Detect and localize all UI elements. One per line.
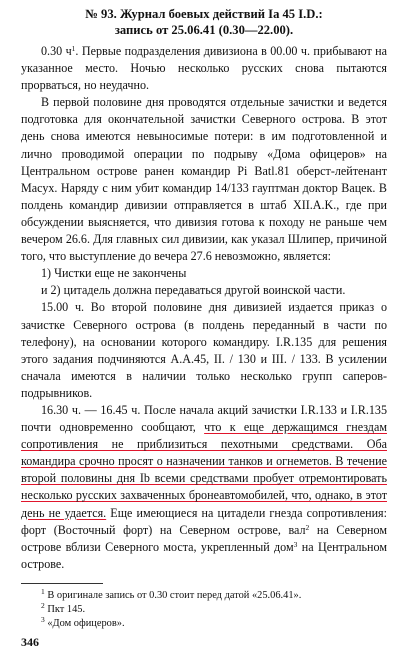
footnote-3 <box>41 614 387 631</box>
footnote-divider <box>21 583 103 584</box>
paragraph-1630 <box>21 402 387 573</box>
page-number: 346 <box>21 635 39 649</box>
paragraph-morning: В первой половине дня проводятся отдельные зачистки и ведется подготовка для окончательной зачистки Северного острова. В этот день снова имеются невыносимые потери: в им подготовленной и лично проводимой операции по подрыву «Дома офицеров» на Центральном острове ранен командир Pi Batl.81 оберст-лейтенант Масух. Наряду с ним убит командир 14/133 гауптман доктор Вацек. В полдень командир дивизии отправляется в штаб XII.A.K., где при обсуждении выясняется, что дивизия готова к походу не раньше чем вечером 26.6. Для главных сил дивизии, как указал Шлипер, причиной того, что выступление до вечера 27.6 невозможно, является: <box>21 95 387 264</box>
text-run: на Центральном острове. <box>21 539 387 571</box>
footnote-number: 3 <box>41 614 45 624</box>
title-line-2: запись от 25.06.41 (0.30—22.00). <box>114 23 294 37</box>
footnote-number: 2 <box>41 600 45 610</box>
footnote-number: 1 <box>41 586 45 596</box>
text-run: . Первые подразделения дивизиона в 00.00 ч. прибывают на указанное место. Ночью несколько русских снова пытаются прорваться, но неудачно. <box>21 44 387 93</box>
text-run: Еще имеющиеся на цитадели гнезда сопротивления: форт (Восточный форт) на Северном острове, вал <box>21 505 387 537</box>
document-title <box>21 6 387 38</box>
footnote-1 <box>41 586 387 603</box>
list-item-1: 1) Чистки еще не закончены <box>41 266 187 281</box>
underlined-passage: что к еще держащимся гнездам сопротивления не приблизиться пехотными средствами. Оба командира срочно просят о назначении танков и огнеметов. В течение второй половины дня Ib всеми средствами пробует отремонтировать несколько русских захваченных бронеавтомобилей, что, однако, в этот день не удается. <box>21 420 387 520</box>
footnote-text: «Дом офицеров». <box>44 617 125 629</box>
footnote-text: Пкт 145. <box>44 603 86 615</box>
footnote-ref-1: 1 <box>71 44 76 53</box>
text-run: 0.30 ч <box>41 44 72 58</box>
document-body <box>21 43 387 573</box>
list-item-2: и 2) цитадель должна передаваться другой воинской части. <box>41 283 346 298</box>
footnote-ref-2: 2 <box>305 522 310 532</box>
text-run: на Северном острове вблизи Северного моста, укрепленный дом <box>21 522 387 554</box>
footnotes <box>21 586 387 631</box>
paragraph-0030 <box>21 43 387 94</box>
footnote-text: В оригинале запись от 0.30 стоит перед датой «25.06.41». <box>44 589 302 601</box>
title-line-1: № 93. Журнал боевых действий Ia 45 I.D.: <box>85 7 323 21</box>
footnote-2 <box>41 600 387 617</box>
text-run: 16.30 ч. — 16.45 ч. После начала акций зачистки I.R.133 и I.R.135 почти одновременно сообщают, <box>21 402 387 435</box>
paragraph-1500: 15.00 ч. Во второй половине дня дивизией издается приказ о зачистке Северного острова (в полдень переданный в части по телефону), на основании которого командиру. I.R.135 для решения этого задания подчиняются A.A.45, II. / 130 и III. / 133. В усилении сначала имеются в наличии только несколько групп саперов-подрывников. <box>21 300 387 400</box>
footnote-ref-3: 3 <box>293 539 298 549</box>
